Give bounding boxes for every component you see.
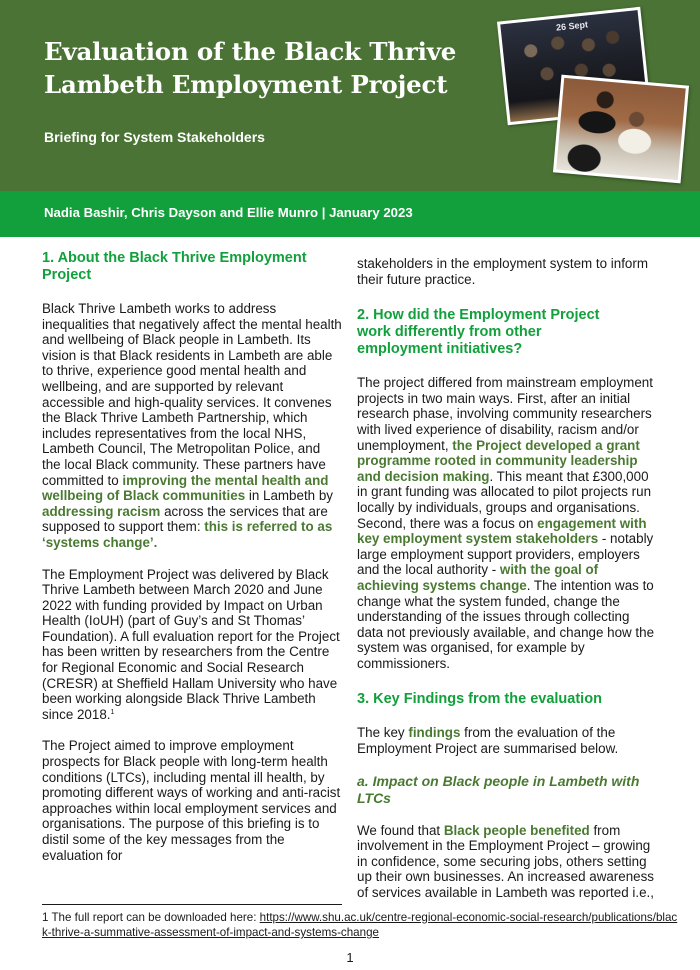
text: . This meant that £300,000 in grant funding was allocated to pilot projects run locally by individuals, groups and organisations. Second, there was a focus on	[357, 468, 652, 531]
section-1-heading: 1. About the Black Thrive Employment Project	[42, 250, 307, 283]
byline-band	[0, 191, 700, 237]
emphasis: engagement with key employment system stakeholders	[357, 515, 647, 547]
footnote-number: 1	[42, 911, 49, 924]
text: across the services that are supposed to support them:	[42, 503, 328, 535]
photo-banner-text: 26 Sept	[555, 19, 589, 33]
text: The project differed from mainstream employment projects in two main ways. First, after an initial research phase, involving community researchers with lived experience of disability, racism and/or unemployment,	[357, 375, 653, 453]
left-column	[42, 250, 342, 879]
text: . The intention was to change what the system funded, change the understanding of the issues through collecting data not previously available, and change how the system was organised, for example by commissioners.	[357, 577, 655, 671]
document-subtitle: Briefing for System Stakeholders	[44, 129, 265, 145]
emphasis: Black people benefited	[443, 822, 590, 838]
footnote-reference[interactable]: 1	[110, 708, 115, 716]
section-3a-subheading: a. Impact on Black people in Lambeth with LTCs	[357, 772, 640, 806]
document-title: Evaluation of the Black Thrive Lambeth Employment Project	[44, 37, 457, 99]
right-column	[357, 256, 657, 917]
text: We found that	[357, 822, 444, 838]
authors-date: Nadia Bashir, Chris Dayson and Ellie Munro | January 2023	[44, 205, 413, 220]
text: from involvement in the Employment Project – growing in confidence, some securing jobs, others setting up their own businesses. An increased awareness of services available in Lambeth was reported i.e.,	[357, 822, 654, 901]
footnote	[42, 910, 682, 940]
emphasis: addressing racism	[42, 503, 161, 519]
section-3-intro	[357, 725, 657, 756]
section-2-paragraph-1	[357, 375, 657, 671]
text: The Employment Project was delivered by Black Thrive Lambeth between March 2020 and June 2022 with funding provided by Impact on Urban Health (IoUH) (part of Guy’s and St Thomas’ Foundation). A full evaluation report for the Project has been written by researchers from the Centre for Regional Economic and Social Research (CRESR) at Sheffield Hallam University who have been working alongside Black Thrive Lambeth since 2018.	[42, 566, 340, 722]
meeting-photo	[553, 75, 689, 184]
emphasis: improving the mental health and wellbeing of Black communities	[42, 472, 329, 504]
text: The key	[357, 725, 409, 741]
section-1-paragraph-1	[42, 301, 342, 551]
footnote-divider	[42, 904, 342, 905]
text: in Lambeth by	[245, 488, 333, 504]
page-number: 1	[346, 950, 354, 965]
text: - notably large employment support providers, employers and the local authority -	[357, 531, 654, 578]
section-1-paragraph-2	[42, 567, 342, 723]
emphasis: with the goal of achieving systems change	[357, 562, 599, 593]
emphasis: this is referred to as ‘systems change’.	[42, 519, 333, 550]
footnote-text: The full report can be downloaded here:	[48, 911, 260, 924]
section-1-paragraph-3: The Project aimed to improve employment prospects for Black people with long-term health conditions (LTCs), including mental ill health, by promoting different ways of working and anti-racist approaches within local employment services and organisations. The purpose of this briefing is to distil some of the key messages from the evaluation for	[42, 738, 341, 863]
section-2-heading: 2. How did the Employment Project work differently from other employment initiatives?	[357, 307, 600, 358]
header-banner	[0, 0, 700, 191]
text: Black Thrive Lambeth works to address inequalities that negatively affect the mental health and wellbeing of Black people in Lambeth. Its vision is that Black residents in Lambeth are able to thrive, experience good mental health and wellbeing, and are supported by relevant accessible and high-quality services. It convenes the Black Thrive Lambeth Partnership, which includes representatives from the local NHS, Lambeth Council, The Metropolitan Police, and the local Black community. These partners have committed to	[42, 301, 342, 488]
section-1-paragraph-3-continued: stakeholders in the employment system to inform their future practice.	[357, 256, 648, 287]
text: from the evaluation of the Employment Project are summarised below.	[357, 725, 619, 757]
report-download-link[interactable]: https://www.shu.ac.uk/centre-regional-economic-social-research/publications/black-thrive-a-summative-assessment-of-impact-and-systems-change	[42, 911, 678, 939]
section-3a-paragraph-1	[357, 823, 657, 901]
emphasis: findings	[408, 725, 461, 741]
emphasis: the Project developed a grant programme rooted in community leadership and decision making	[357, 437, 640, 484]
section-3-heading: 3. Key Findings from the evaluation	[357, 691, 602, 708]
